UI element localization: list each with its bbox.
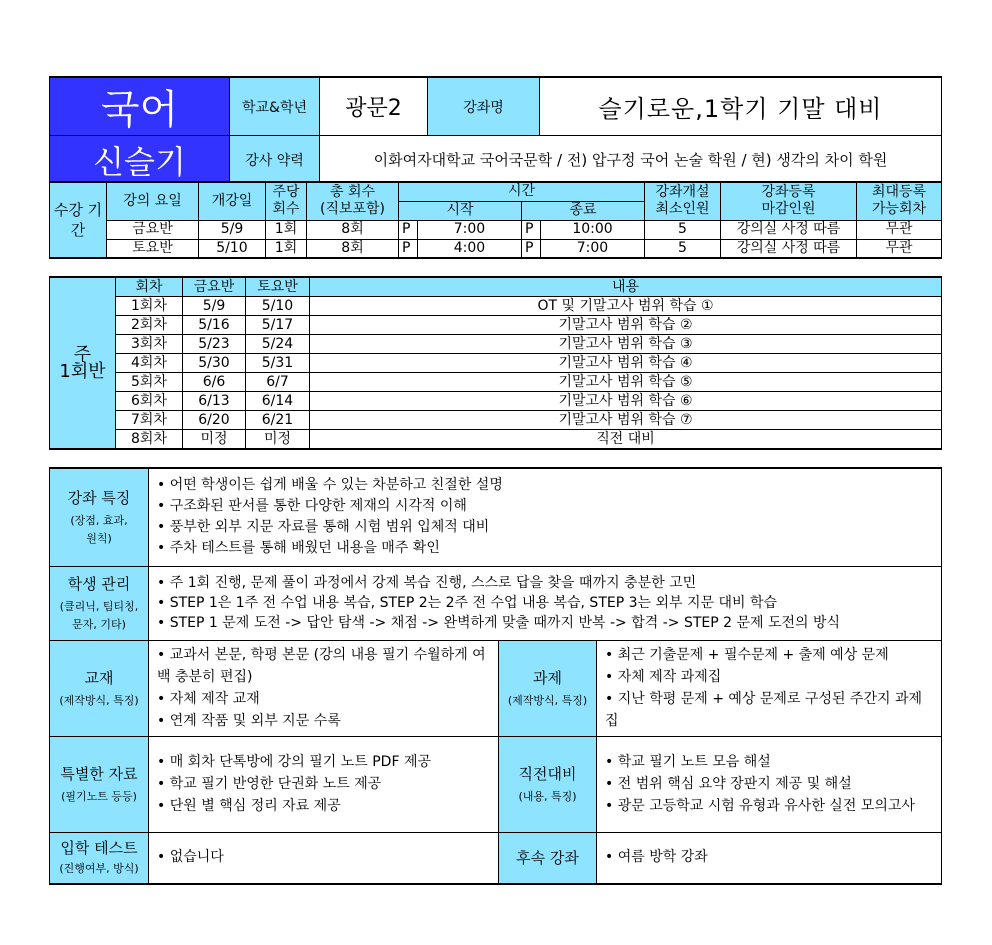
- sat-date: 6/7: [246, 373, 310, 392]
- header-deadline-line1: 강좌등록: [761, 184, 816, 201]
- final-prep-label: [499, 736, 597, 832]
- management-sub-line2: 문자, 기타): [72, 617, 126, 631]
- list-item: • 여름 방학 강좌: [605, 849, 708, 866]
- weekly-plan-table: [49, 276, 942, 450]
- header-max-line1: 최대등록: [871, 184, 927, 201]
- header-weekly: [266, 182, 307, 220]
- header-session: 회차: [116, 277, 183, 297]
- content: 기말고사 범위 학습 ③: [310, 335, 942, 354]
- list-item: • 구조화된 판서를 통한 다양한 제재의 시각적 이해: [157, 498, 467, 515]
- weekly-row: [50, 297, 942, 316]
- row-total: 8회: [307, 220, 399, 239]
- school-label: 학교&학년: [230, 77, 320, 136]
- weekly-row: [50, 373, 942, 392]
- homework-sub: (제작방식, 특징): [507, 693, 588, 707]
- header-total-line2: (직보포함): [319, 201, 386, 218]
- weekly-row: [50, 354, 942, 373]
- content: 직전 대비: [310, 430, 942, 450]
- list-item: • 자체 제작 과제집: [605, 669, 722, 685]
- session: 3회차: [116, 335, 183, 354]
- list-item-text: 광문 고등학교 시험 유형과 유사한 실전 모의고사: [617, 798, 915, 814]
- row-start-time: 7:00: [418, 220, 522, 239]
- row-min: 5: [645, 239, 721, 258]
- list-item-text: 전 범위 핵심 요약 장판지 제공 및 해설: [617, 776, 852, 792]
- row-start: 5/10: [199, 239, 266, 258]
- session: 1회차: [116, 297, 183, 316]
- row-day: 토요반: [107, 239, 199, 258]
- list-item: • 매 회차 단톡방에 강의 필기 노트 PDF 제공: [157, 754, 432, 770]
- management-sub-line1: (클리닉, 팀티칭,: [59, 599, 139, 613]
- lecture-features-sub-line1: (장점, 효과,: [70, 513, 128, 527]
- list-item: • 학교 필기 반영한 단권화 노트 제공: [157, 776, 382, 792]
- header-sat: 토요반: [246, 277, 310, 297]
- sat-date: 미정: [246, 430, 310, 450]
- header-time-end: 종료: [522, 201, 645, 220]
- header-min: [645, 182, 721, 220]
- header-total: [307, 182, 399, 220]
- fri-date: 5/23: [183, 335, 246, 354]
- list-item-text: 주 1회 진행, 문제 풀이 과정에서 강제 복습 진행, 스스로 답을 찾을 때까지 충분한 고민: [169, 575, 697, 591]
- list-item: • 없습니다: [157, 849, 224, 866]
- career-label: 강사 약력: [230, 136, 320, 185]
- list-item: • STEP 1은 1주 전 수업 내용 복습, STEP 2는 2주 전 수업 내용 복습, STEP 3는 외부 지문 대비 학습: [157, 595, 778, 611]
- list-item-text: STEP 1은 1주 전 수업 내용 복습, STEP 2는 2주 전 수업 내용 복습, STEP 3는 외부 지문 대비 학습: [169, 595, 778, 611]
- textbook-label: [50, 640, 149, 736]
- row-start-ampm: P: [399, 239, 418, 258]
- list-item-text: 최근 기출문제 + 필수문제 + 출제 예상 문제: [617, 647, 889, 663]
- session: 6회차: [116, 392, 183, 411]
- list-item: • 최근 기출문제 + 필수문제 + 출제 예상 문제: [605, 647, 889, 663]
- sat-date: 5/24: [246, 335, 310, 354]
- follow-up-title: 후속 강좌: [516, 849, 579, 868]
- homework-label: [499, 640, 597, 736]
- list-item-text: 자체 제작 교재: [169, 691, 260, 707]
- entrance-test-title: 입학 테스트: [60, 839, 138, 858]
- content: 기말고사 범위 학습 ⑤: [310, 373, 942, 392]
- list-item-text: 구조화된 판서를 통한 다양한 제재의 시각적 이해: [169, 498, 467, 515]
- entrance-test-label: [50, 832, 149, 884]
- fri-date: 미정: [183, 430, 246, 450]
- row-end-time: 10:00: [541, 220, 645, 239]
- list-item: • 주 1회 진행, 문제 풀이 과정에서 강제 복습 진행, 스스로 답을 찾을 때까지 충분한 고민: [157, 575, 697, 591]
- row-total: 8회: [307, 239, 399, 258]
- content: 기말고사 범위 학습 ⑥: [310, 392, 942, 411]
- list-item: • 연계 작품 및 외부 지문 수록: [157, 713, 341, 729]
- management-title: 학생 관리: [67, 574, 131, 593]
- list-item-text: 어떤 학생이든 쉽게 배울 수 있는 차분하고 친절한 설명: [169, 477, 503, 494]
- schedule-row: [50, 220, 942, 239]
- special-materials-label: [50, 736, 149, 832]
- list-item-text: 없습니다: [169, 849, 224, 866]
- schedule-table: [49, 181, 942, 259]
- header-total-line1: 총 회수: [329, 184, 376, 201]
- special-materials-title: 특별한 자료: [60, 764, 138, 783]
- final-prep-title: 직전대비: [518, 764, 577, 783]
- fri-date: 5/9: [183, 297, 246, 316]
- weekly-row: [50, 411, 942, 430]
- management-list: [149, 566, 942, 640]
- career-value: 이화여자대학교 국어국문학 / 전) 압구정 국어 논술 학원 / 현) 생각의 차이 학원: [320, 136, 942, 185]
- header-deadline: [721, 182, 857, 220]
- lecture-features-list: [149, 468, 942, 566]
- list-item-text: STEP 1 문제 도전 -> 답안 탐색 -> 채점 -> 완벽하게 맞출 때까지 반복 -> 합격 -> STEP 2 문제 도전의 방식: [169, 615, 841, 631]
- weekly-section-label: [50, 277, 116, 449]
- session: 8회차: [116, 430, 183, 450]
- list-item: • 풍부한 외부 지문 자료를 통해 시험 범위 입체적 대비: [157, 519, 490, 536]
- school-value: 광문2: [320, 77, 428, 136]
- lecture-features-title: 강좌 특징: [67, 488, 131, 507]
- list-item: • 교과서 본문, 학평 본문 (강의 내용 필기 수월하게 여백 충분히 편집): [157, 647, 486, 685]
- list-item: • 자체 제작 교재: [157, 691, 260, 707]
- list-item-text: 학교 필기 노트 모음 해설: [617, 754, 771, 770]
- list-item: • 어떤 학생이든 쉽게 배울 수 있는 차분하고 친절한 설명: [157, 477, 503, 494]
- content: OT 및 기말고사 범위 학습 ①: [310, 297, 942, 316]
- row-end-ampm: P: [522, 239, 541, 258]
- row-weekly: 1회: [266, 220, 307, 239]
- features-table: [49, 467, 942, 885]
- subject-cell: 국어: [50, 77, 230, 136]
- final-prep-list: [597, 736, 942, 832]
- row-max: 무관: [857, 239, 942, 258]
- session: 7회차: [116, 411, 183, 430]
- weekly-row: [50, 392, 942, 411]
- content: 기말고사 범위 학습 ②: [310, 316, 942, 335]
- sat-date: 6/21: [246, 411, 310, 430]
- list-item-text: 여름 방학 강좌: [617, 849, 708, 866]
- list-item-text: 교과서 본문, 학평 본문 (강의 내용 필기 수월하게 여백 충분히 편집): [157, 647, 486, 685]
- sat-date: 5/17: [246, 316, 310, 335]
- header-max: [857, 182, 942, 220]
- course-title: 슬기로운,1학기 기말 대비: [540, 77, 942, 136]
- row-deadline: 강의실 사정 따름: [721, 239, 857, 258]
- row-start: 5/9: [199, 220, 266, 239]
- session: 4회차: [116, 354, 183, 373]
- textbook-title: 교재: [84, 668, 114, 687]
- row-max: 무관: [857, 220, 942, 239]
- management-label: [50, 566, 149, 640]
- sat-date: 6/14: [246, 392, 310, 411]
- header-time-start: 시작: [399, 201, 522, 220]
- list-item-text: 매 회차 단톡방에 강의 필기 노트 PDF 제공: [169, 754, 432, 770]
- schedule-row: [50, 239, 942, 258]
- course-label: 강좌명: [428, 77, 540, 136]
- header-max-line2: 가능회차: [871, 201, 927, 218]
- textbook-sub: (제작방식, 특징): [59, 693, 139, 707]
- header-weekly-line1: 주당: [272, 184, 300, 201]
- header-content: 내용: [310, 277, 942, 297]
- session: 2회차: [116, 316, 183, 335]
- special-materials-list: [149, 736, 499, 832]
- list-item-text: 학교 필기 반영한 단권화 노트 제공: [169, 776, 382, 792]
- teacher-name: 신슬기: [50, 136, 230, 185]
- final-prep-sub: (내용, 특징): [518, 789, 577, 803]
- fri-date: 5/30: [183, 354, 246, 373]
- special-materials-sub: (필기노트 등등): [61, 789, 137, 803]
- weekly-section-label-line2: 1회반: [59, 361, 106, 382]
- header-fri: 금요반: [183, 277, 246, 297]
- row-weekly: 1회: [266, 239, 307, 258]
- lecture-features-label: [50, 468, 149, 566]
- list-item: • 지난 학평 문제 + 예상 문제로 구성된 주간지 과제집: [605, 691, 923, 729]
- row-day: 금요반: [107, 220, 199, 239]
- entrance-test-list: [149, 832, 499, 884]
- row-min: 5: [645, 220, 721, 239]
- header-day: 강의 요일: [107, 182, 199, 220]
- course-header-table: [49, 76, 942, 186]
- list-item-text: 주차 테스트를 통해 배웠던 내용을 매주 확인: [169, 540, 440, 557]
- list-item-text: 연계 작품 및 외부 지문 수록: [169, 713, 341, 729]
- fri-date: 6/6: [183, 373, 246, 392]
- content: 기말고사 범위 학습 ⑦: [310, 411, 942, 430]
- fri-date: 6/20: [183, 411, 246, 430]
- weekly-section-label-line1: 주: [73, 344, 92, 365]
- header-min-line2: 최소인원: [655, 201, 710, 218]
- list-item: • 학교 필기 노트 모음 해설: [605, 754, 771, 770]
- list-item: • STEP 1 문제 도전 -> 답안 탐색 -> 채점 -> 완벽하게 맞출 때까지 반복 -> 합격 -> STEP 2 문제 도전의 방식: [157, 615, 841, 631]
- row-start-ampm: P: [399, 220, 418, 239]
- header-start-date: 개강일: [199, 182, 266, 220]
- header-time: 시간: [399, 182, 645, 201]
- list-item-text: 풍부한 외부 지문 자료를 통해 시험 범위 입체적 대비: [169, 519, 490, 536]
- homework-title: 과제: [533, 668, 562, 687]
- schedule-section-label: 수강 기간: [50, 182, 107, 258]
- row-start-time: 4:00: [418, 239, 522, 258]
- row-deadline: 강의실 사정 따름: [721, 220, 857, 239]
- weekly-row: [50, 430, 942, 450]
- list-item-text: 지난 학평 문제 + 예상 문제로 구성된 주간지 과제집: [605, 691, 923, 729]
- content: 기말고사 범위 학습 ④: [310, 354, 942, 373]
- follow-up-list: [597, 832, 942, 884]
- textbook-list: [149, 640, 499, 736]
- row-end-time: 7:00: [541, 239, 645, 258]
- follow-up-label: [499, 832, 597, 884]
- weekly-row: [50, 316, 942, 335]
- list-item: • 전 범위 핵심 요약 장판지 제공 및 해설: [605, 776, 852, 792]
- weekly-row: [50, 335, 942, 354]
- homework-list: [597, 640, 942, 736]
- session: 5회차: [116, 373, 183, 392]
- header-deadline-line2: 마감인원: [761, 201, 816, 218]
- list-item: • 주차 테스트를 통해 배웠던 내용을 매주 확인: [157, 540, 440, 557]
- list-item: • 단원 별 핵심 정리 자료 제공: [157, 798, 341, 814]
- sat-date: 5/31: [246, 354, 310, 373]
- list-item: • 광문 고등학교 시험 유형과 유사한 실전 모의고사: [605, 798, 915, 814]
- header-min-line1: 강좌개설: [655, 184, 710, 201]
- list-item-text: 자체 제작 과제집: [617, 669, 722, 685]
- fri-date: 6/13: [183, 392, 246, 411]
- header-weekly-line2: 회수: [272, 201, 300, 218]
- row-end-ampm: P: [522, 220, 541, 239]
- lecture-features-sub-line2: 원칙): [86, 531, 112, 545]
- entrance-test-sub: (진행여부, 방식): [59, 862, 139, 876]
- fri-date: 5/16: [183, 316, 246, 335]
- list-item-text: 단원 별 핵심 정리 자료 제공: [169, 798, 341, 814]
- sat-date: 5/10: [246, 297, 310, 316]
